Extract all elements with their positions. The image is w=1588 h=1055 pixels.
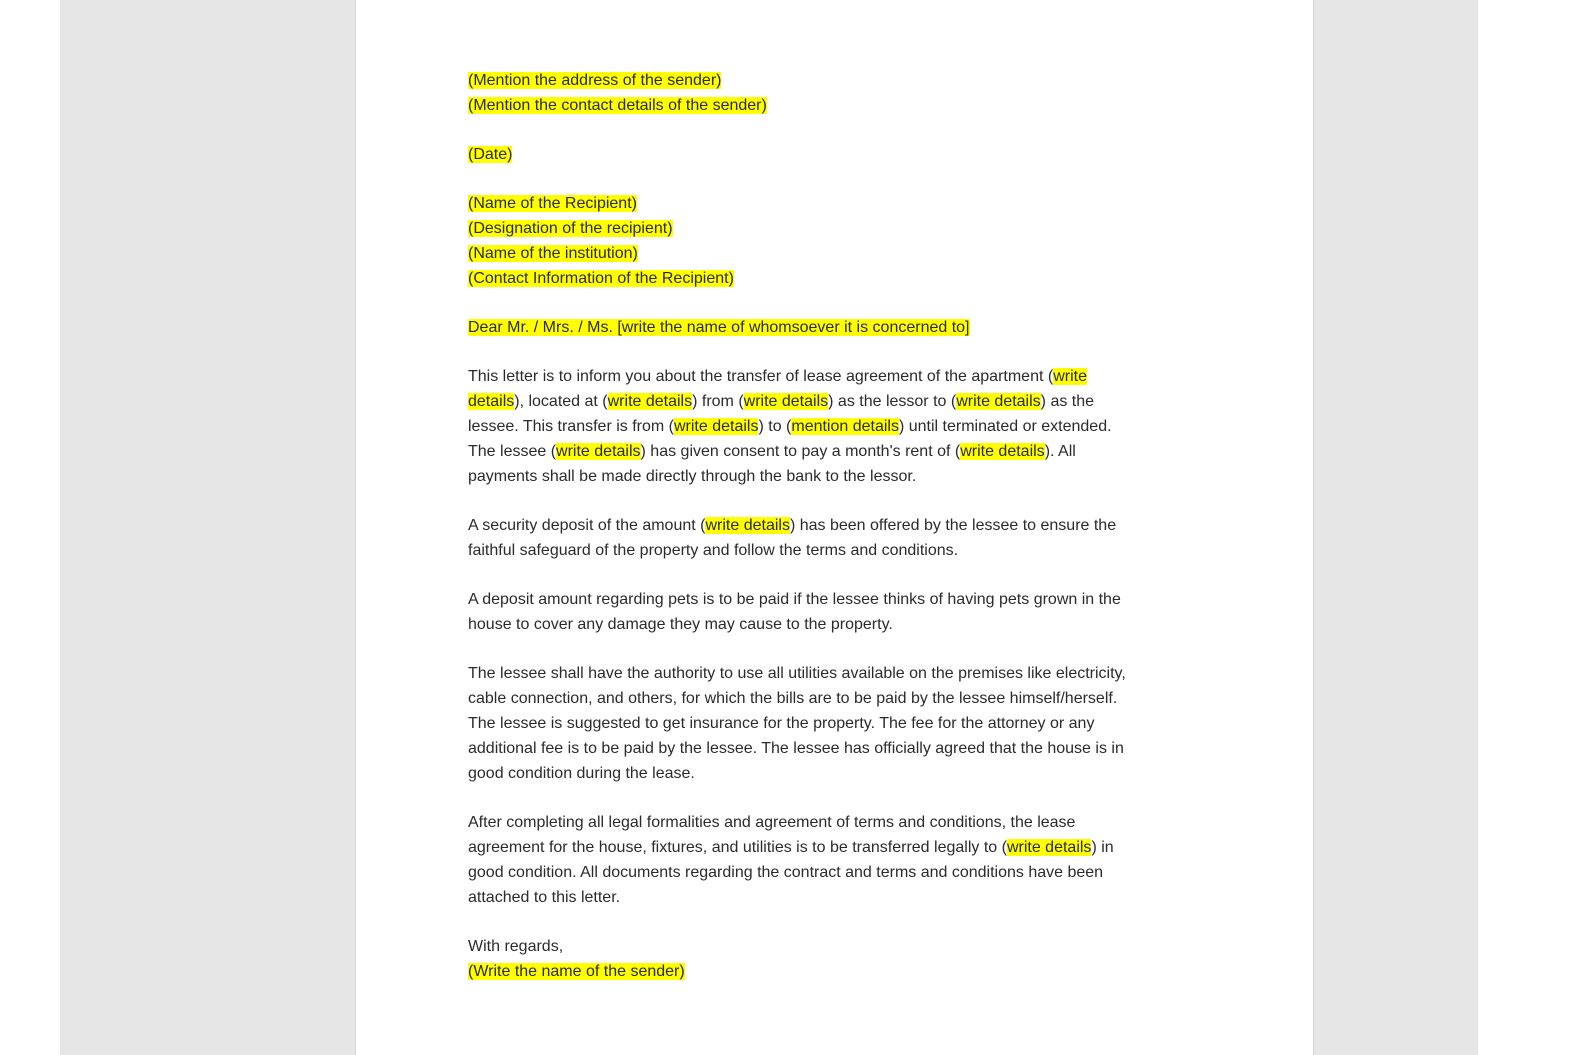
placeholder-highlight: write details bbox=[956, 393, 1041, 410]
document-viewer[interactable] bbox=[60, 0, 1478, 1055]
text-run: agreement for the house, fixtures, and utilities is to be transferred legally to ( bbox=[468, 839, 1007, 856]
closing-line bbox=[468, 934, 1198, 959]
text-run: lessee. This transfer is from ( bbox=[468, 418, 674, 435]
text-run: ) in bbox=[1091, 839, 1114, 856]
sender-contact-placeholder: (Mention the contact details of the sender) bbox=[468, 97, 767, 114]
salutation-placeholder: Dear Mr. / Mrs. / Ms. [write the name of whomsoever it is concerned to] bbox=[468, 319, 970, 336]
placeholder-highlight: write details bbox=[1006, 839, 1092, 856]
text-run: ) as the bbox=[1040, 393, 1095, 410]
signature-line bbox=[468, 959, 1198, 984]
salutation-line bbox=[468, 315, 1198, 340]
paragraph-utilities bbox=[468, 661, 1198, 786]
letter-content bbox=[468, 68, 1198, 984]
sender-address-placeholder: (Mention the address of the sender) bbox=[468, 72, 722, 89]
recipient-designation-placeholder: (Designation of the recipient) bbox=[468, 220, 673, 237]
placeholder-highlight: mention details bbox=[791, 418, 899, 435]
text-run: ) has given consent to pay a month's rent of ( bbox=[640, 443, 961, 460]
paragraph-security-deposit bbox=[468, 513, 1198, 563]
text-run: ) as the lessor to ( bbox=[828, 393, 957, 410]
text-run: ) until terminated or extended. bbox=[898, 418, 1112, 435]
placeholder-highlight: write details bbox=[743, 393, 829, 410]
text-run: The lessee ( bbox=[468, 443, 557, 460]
placeholder-highlight: write details bbox=[705, 517, 790, 534]
paragraph-pet-deposit bbox=[468, 587, 1198, 637]
text-run: The lessee is suggested to get insurance for the property. The fee for the attorney or any bbox=[468, 715, 1095, 732]
text-run: additional fee is to be paid by the lessee. The lessee has officially agreed that the house is in bbox=[468, 740, 1124, 757]
text-run: attached to this letter. bbox=[468, 889, 621, 906]
text-run: ) has been offered by the lessee to ensure the bbox=[789, 517, 1117, 534]
text-run: good condition during the lease. bbox=[468, 765, 695, 782]
recipient-contact-line bbox=[468, 266, 1198, 291]
placeholder-highlight: write details bbox=[673, 418, 759, 435]
date-placeholder: (Date) bbox=[468, 146, 513, 163]
recipient-name-line bbox=[468, 191, 1198, 216]
signature-placeholder: (Write the name of the sender) bbox=[468, 963, 685, 980]
recipient-institution-placeholder: (Name of the institution) bbox=[468, 245, 638, 262]
recipient-institution-line bbox=[468, 241, 1198, 266]
placeholder-highlight: details bbox=[468, 393, 515, 410]
text-run: good condition. All documents regarding the contract and terms and conditions have been bbox=[468, 864, 1104, 881]
placeholder-highlight: write details bbox=[960, 443, 1045, 460]
text-run: cable connection, and others, for which the bills are to be paid by the lessee himself/herself. bbox=[468, 690, 1118, 707]
placeholder-highlight: write details bbox=[607, 393, 693, 410]
text-run: After completing all legal formalities and agreement of terms and conditions, the lease bbox=[468, 814, 1076, 831]
recipient-designation-line bbox=[468, 216, 1198, 241]
document-page bbox=[355, 0, 1314, 1055]
text-run: payments shall be made directly through the bank to the lessor. bbox=[468, 468, 917, 485]
text-run: ) to ( bbox=[758, 418, 792, 435]
text-run: ). All bbox=[1044, 443, 1076, 460]
recipient-name-placeholder: (Name of the Recipient) bbox=[468, 195, 637, 212]
placeholder-highlight: write bbox=[1053, 368, 1087, 385]
text-run: faithful safeguard of the property and follow the terms and conditions. bbox=[468, 542, 959, 559]
date-line bbox=[468, 142, 1198, 167]
text-run: ) from ( bbox=[692, 393, 744, 410]
placeholder-highlight: write details bbox=[556, 443, 641, 460]
sender-contact-line bbox=[468, 93, 1198, 118]
paragraph-legal-transfer bbox=[468, 810, 1198, 910]
text-run: The lessee shall have the authority to use all utilities available on the premises like electricity, bbox=[468, 665, 1126, 682]
text-run: house to cover any damage they may cause to the property. bbox=[468, 616, 893, 633]
paragraph-lease-transfer bbox=[468, 364, 1198, 489]
recipient-contact-placeholder: (Contact Information of the Recipient) bbox=[468, 270, 734, 287]
text-run: ), located at ( bbox=[514, 393, 608, 410]
text-run: This letter is to inform you about the transfer of lease agreement of the apartment ( bbox=[468, 368, 1054, 385]
closing-text: With regards, bbox=[468, 938, 564, 955]
text-run: A deposit amount regarding pets is to be paid if the lessee thinks of having pets grown in the bbox=[468, 591, 1121, 608]
text-run: A security deposit of the amount ( bbox=[468, 517, 706, 534]
sender-address-line bbox=[468, 68, 1198, 93]
